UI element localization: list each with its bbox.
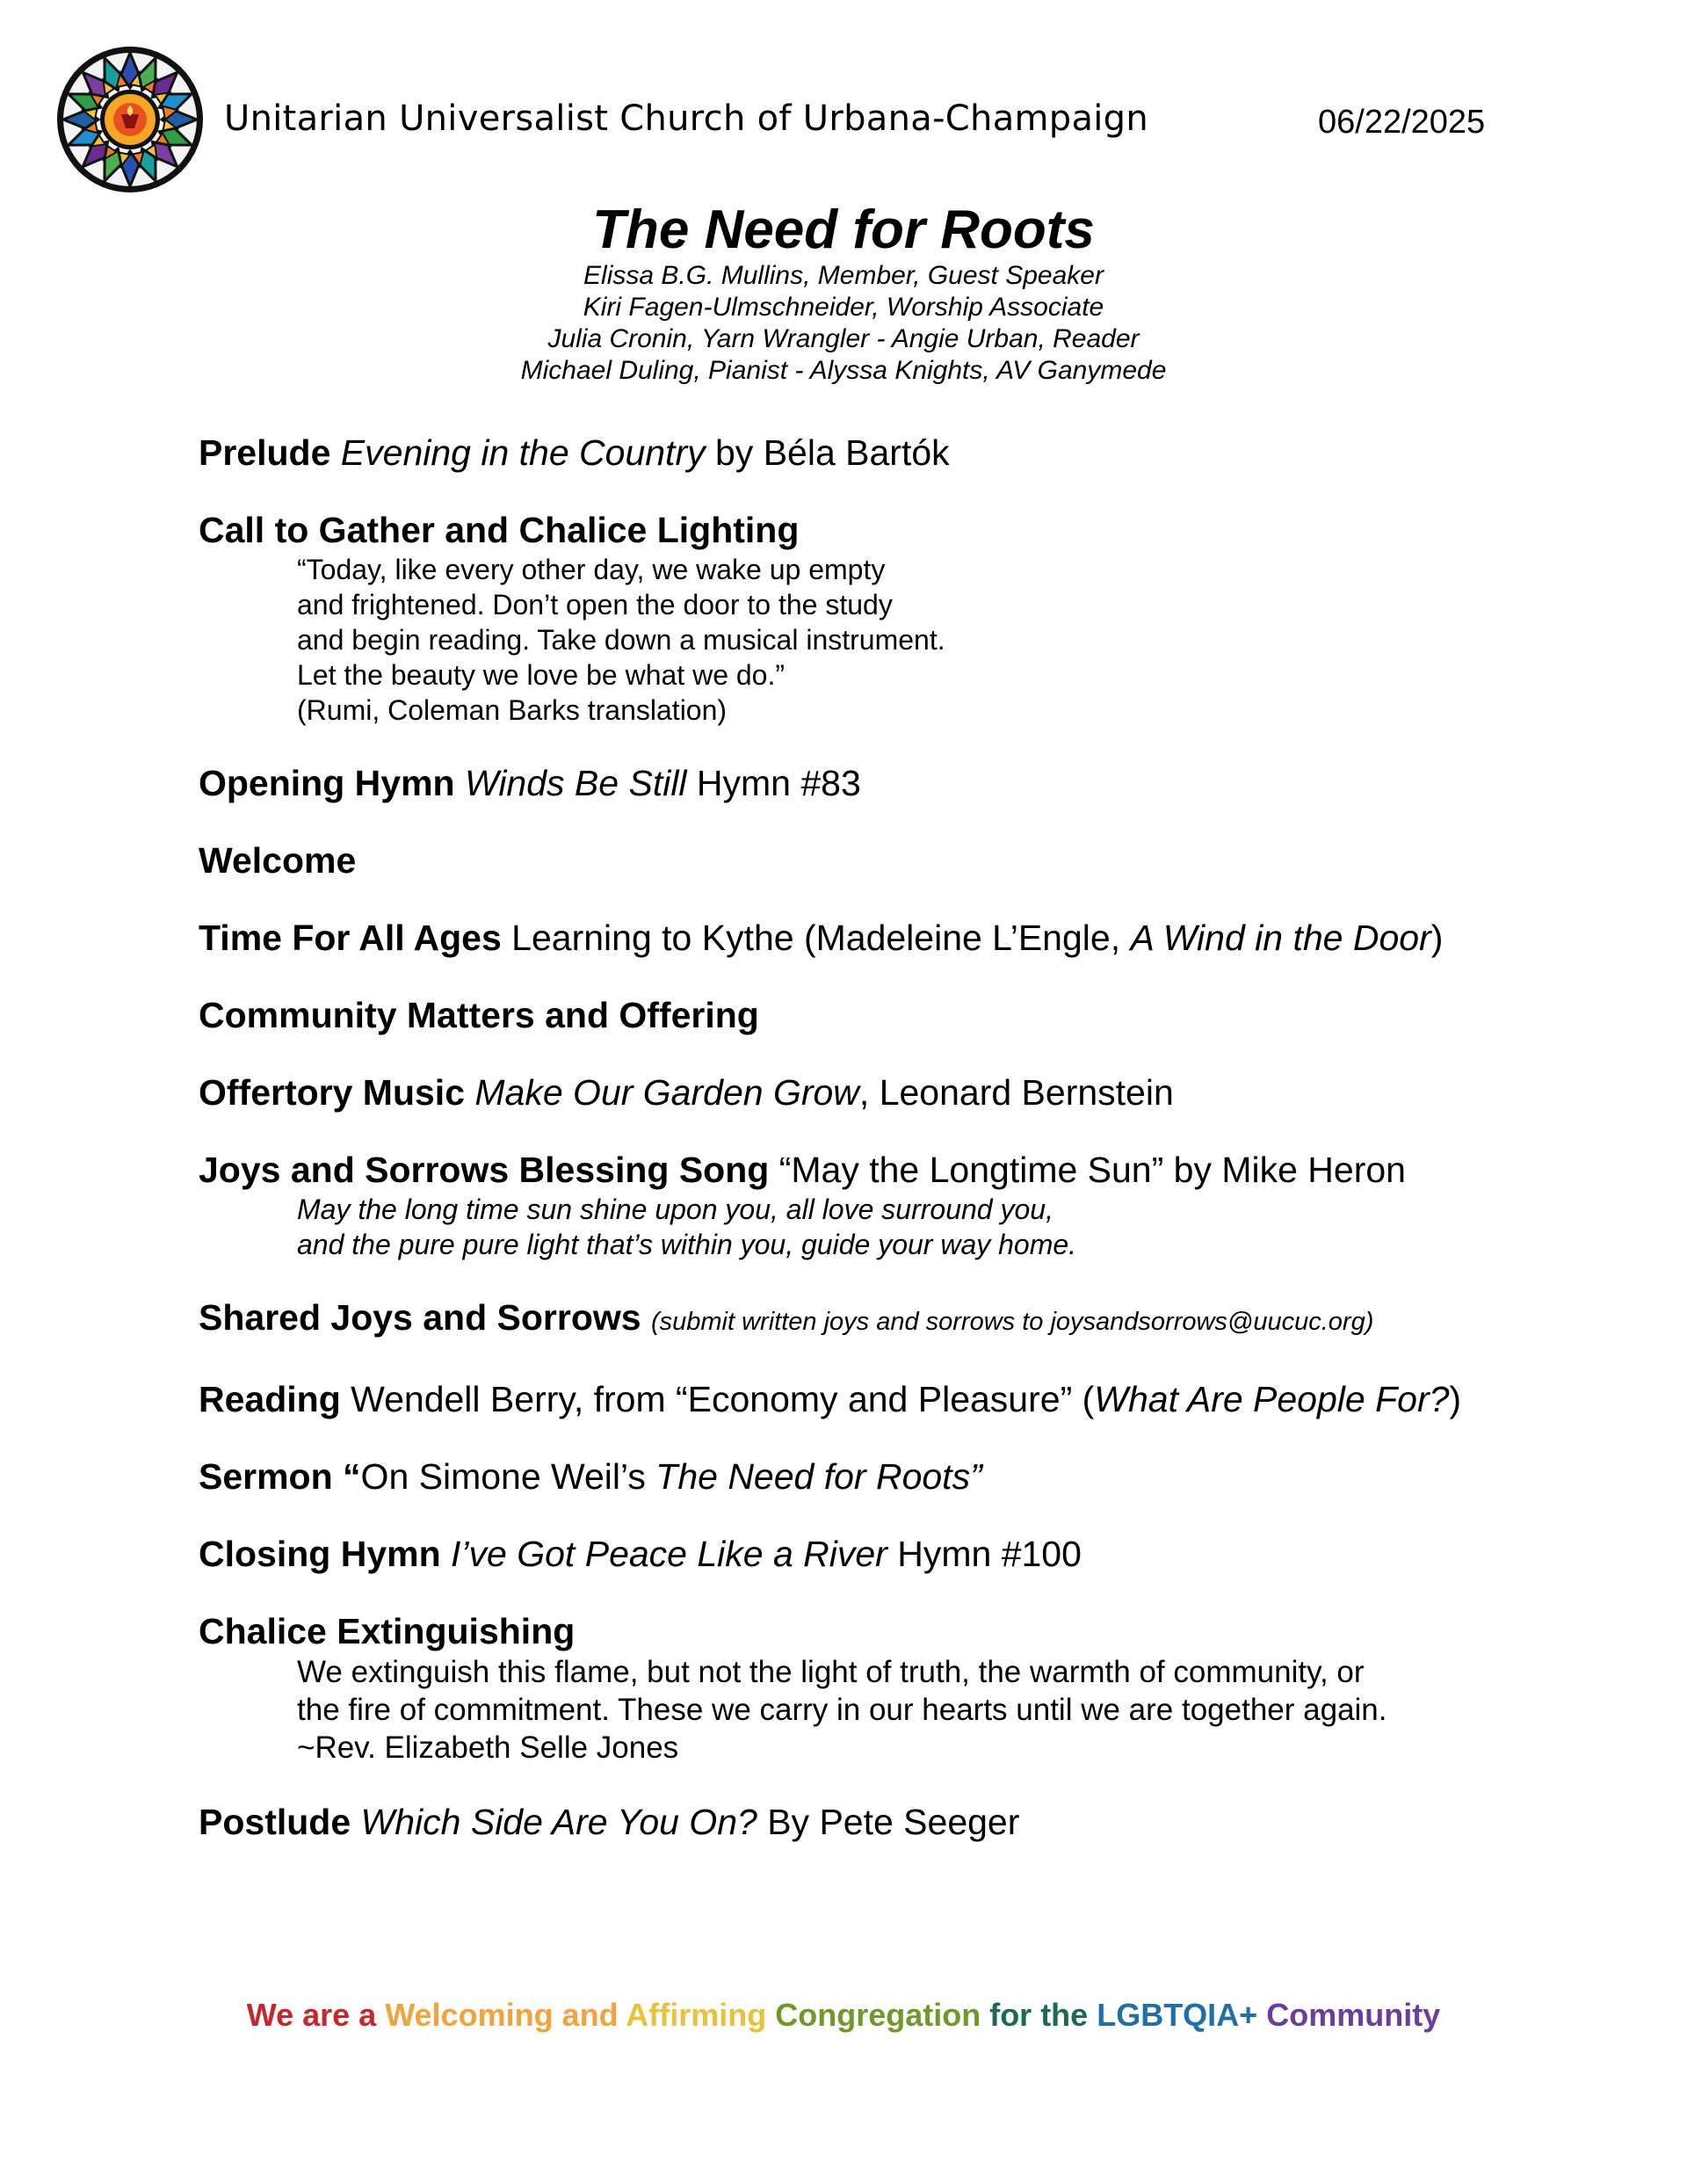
item-heading: Prelude (199, 432, 331, 473)
church-name: Unitarian Universalist Church of Urbana-Champaign (224, 98, 1149, 139)
submission-note: (submit written joys and sorrows to joysandsorrows@uucuc.org) (650, 1308, 1374, 1336)
banner-segment: Welcoming and (385, 1997, 626, 2033)
program-item-blessing-song (199, 1148, 1499, 1262)
quote-line: “Today, like every other day, we wake up empty (297, 554, 886, 585)
lyric-line: May the long time sun shine upon you, all love surround you, (297, 1194, 1053, 1225)
item-heading: Reading (199, 1379, 341, 1419)
banner-segment: We are a (246, 1997, 386, 2033)
item-heading: Shared Joys and Sorrows (199, 1297, 641, 1338)
quote-line: and frightened. Don’t open the door to the study (297, 589, 893, 620)
credit-line: Kiri Fagen-Ulmschneider, Worship Associate (583, 293, 1104, 322)
item-heading: Opening Hymn (199, 763, 455, 803)
item-text: Hymn #83 (686, 763, 861, 803)
banner-segment: LGBTQIA+ (1097, 1997, 1267, 2033)
lyric-line: and the pure pure light that’s within you, guide your way home. (297, 1229, 1077, 1260)
program-item-closing-hymn (199, 1532, 1499, 1576)
sermon-title: The Need for Roots (592, 200, 1095, 260)
item-work: What Are People For? (1094, 1379, 1450, 1419)
item-heading: Time For All Ages (199, 918, 502, 958)
quote-attribution: ~Rev. Elizabeth Selle Jones (297, 1731, 679, 1765)
order-of-service (199, 431, 1499, 1877)
item-heading: Welcome (199, 840, 357, 881)
program-item-community-matters (199, 993, 1499, 1037)
item-heading: Sermon “ (199, 1456, 361, 1497)
item-work: Evening in the Country (340, 432, 706, 473)
item-work: A Wind in the Door (1130, 918, 1431, 958)
item-heading: Chalice Extinguishing (199, 1611, 576, 1651)
item-text: , Leonard Bernstein (858, 1072, 1174, 1113)
item-heading: Joys and Sorrows Blessing Song (199, 1150, 770, 1190)
program-item-sermon (199, 1455, 1499, 1498)
credit-line: Elissa B.G. Mullins, Member, Guest Speaker (583, 261, 1104, 290)
quote-attribution: (Rumi, Coleman Barks translation) (297, 694, 728, 726)
program-item-reading (199, 1377, 1499, 1421)
item-text: Hymn #100 (887, 1534, 1082, 1574)
quote-line: Let the beauty we love be what we do.” (297, 659, 786, 691)
item-heading: Offertory Music (199, 1072, 465, 1113)
item-text: ) (1430, 918, 1444, 958)
program-item-opening-hymn (199, 761, 1499, 805)
song-lyrics (199, 1192, 1499, 1262)
credits (0, 260, 1687, 387)
item-work: Which Side Are You On? (360, 1802, 757, 1842)
program-item-postlude (199, 1800, 1499, 1844)
stained-glass-chalice-logo-icon (54, 44, 206, 195)
item-text: On Simone Weil’s (360, 1456, 656, 1497)
banner-segment: Congregation (775, 1997, 990, 2033)
credit-line: Michael Duling, Pianist - Alyssa Knights, AV Ganymede (520, 356, 1167, 385)
item-text: ) (1449, 1379, 1462, 1419)
welcoming-congregation-banner (0, 1997, 1687, 2034)
program-item-prelude (199, 431, 1499, 475)
item-heading: Call to Gather and Chalice Lighting (199, 510, 800, 550)
item-text: By Pete Seeger (757, 1802, 1020, 1842)
credit-line: Julia Cronin, Yarn Wrangler - Angie Urban, Reader (547, 324, 1140, 353)
chalice-lighting-quote (199, 552, 1499, 728)
item-heading: Closing Hymn (199, 1534, 441, 1574)
program-item-call-to-gather (199, 508, 1499, 728)
program-item-time-for-all-ages (199, 916, 1499, 960)
extinguishing-words (199, 1653, 1499, 1767)
item-work: Winds Be Still (464, 763, 687, 803)
item-text: “May the Longtime Sun” by Mike Heron (769, 1150, 1406, 1190)
program-item-chalice-extinguishing (199, 1609, 1499, 1767)
item-heading: Postlude (199, 1802, 351, 1842)
service-date: 06/22/2025 (1318, 104, 1486, 141)
banner-segment: Affirming (626, 1997, 776, 2033)
banner-segment: for the (989, 1997, 1097, 2033)
item-text: by Béla Bartók (705, 432, 950, 473)
program-item-offertory (199, 1070, 1499, 1114)
item-text: Wendell Berry, from “Economy and Pleasure” ( (340, 1379, 1095, 1419)
banner-segment: Community (1266, 1997, 1441, 2033)
item-work: I’ve Got Peace Like a River (451, 1534, 887, 1574)
quote-line: the fire of commitment. These we carry in our hearts until we are together again. (297, 1693, 1387, 1727)
program-item-welcome (199, 838, 1499, 882)
quote-line: We extinguish this flame, but not the light of truth, the warmth of community, or (297, 1655, 1365, 1689)
item-text: Learning to Kythe (Madeleine L’Engle, (501, 918, 1131, 958)
item-work: Make Our Garden Grow (474, 1072, 859, 1113)
item-work: The Need for Roots” (655, 1456, 982, 1497)
program-item-shared-joys (199, 1295, 1499, 1344)
quote-line: and begin reading. Take down a musical instrument. (297, 624, 945, 656)
item-heading: Community Matters and Offering (199, 995, 759, 1035)
